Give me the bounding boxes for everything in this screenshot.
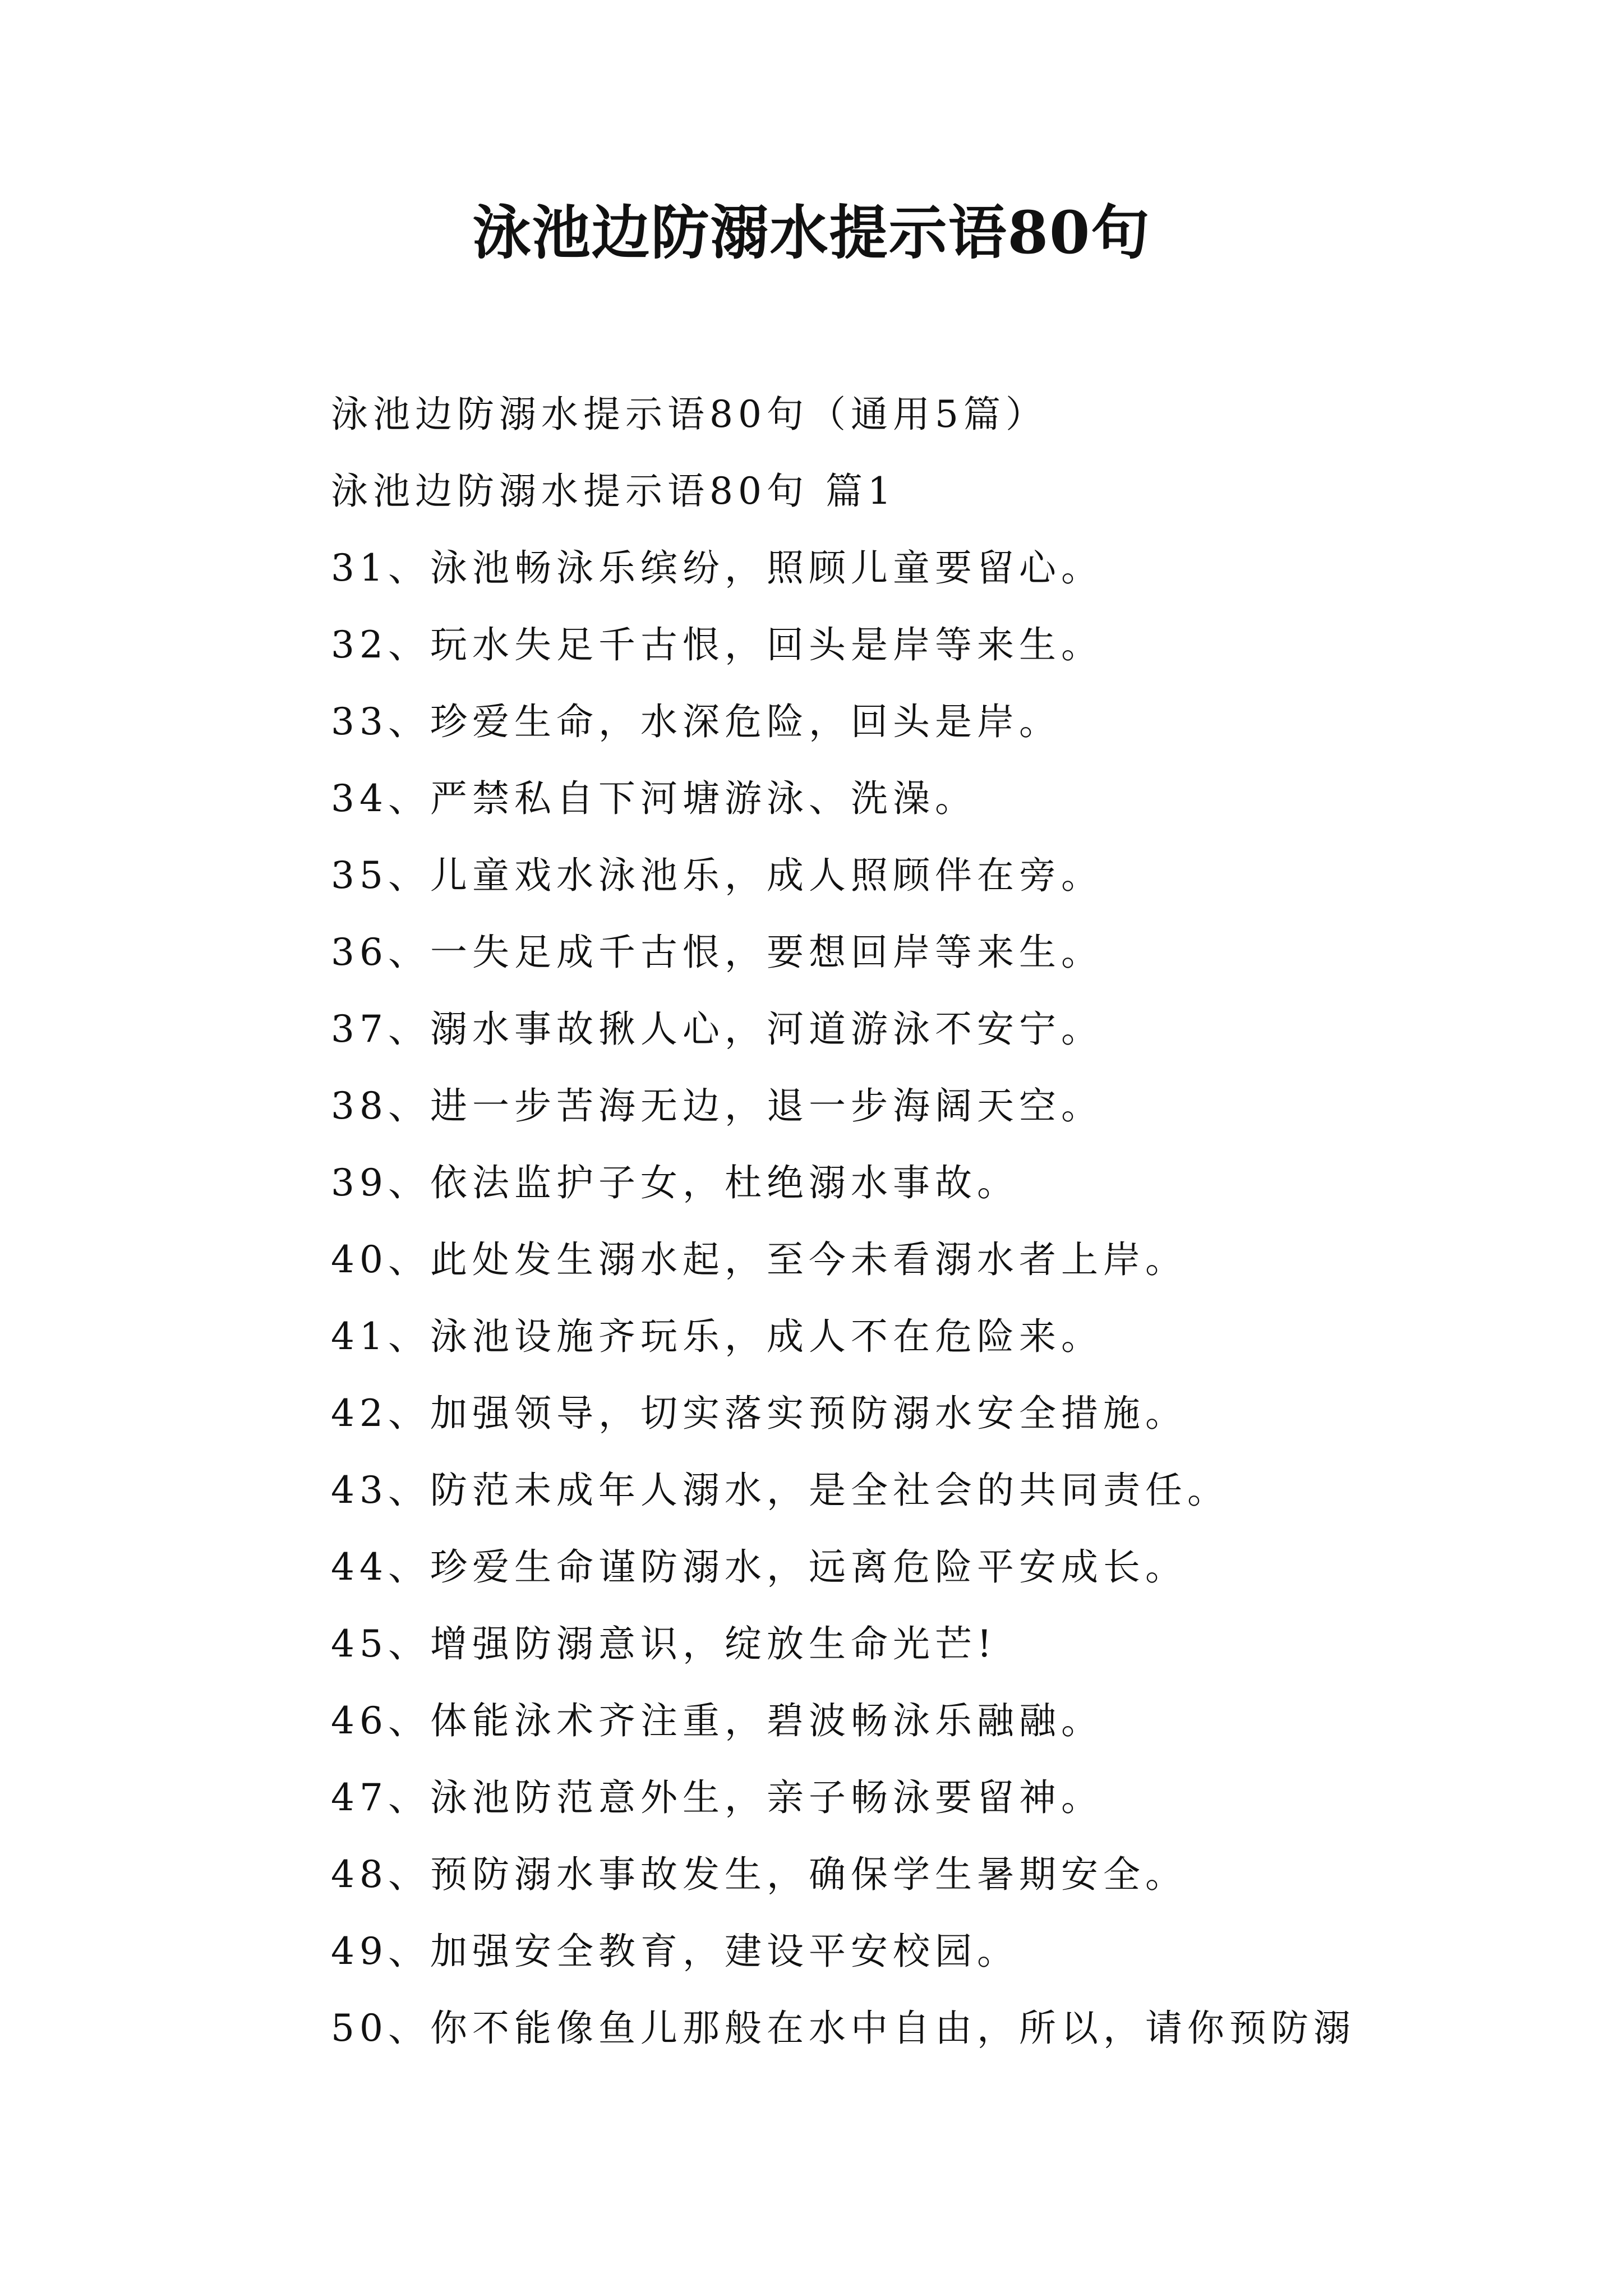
- slogan-line: 42、加强领导，切实落实预防溺水安全措施。: [331, 1392, 1187, 1435]
- slogan-line: 33、珍爱生命，水深危险，回头是岸。: [331, 700, 1061, 743]
- slogan-line: 32、玩水失足千古恨，回头是岸等来生。: [331, 623, 1103, 666]
- document-body: [331, 376, 1453, 2067]
- slogan-line: 39、依法监护子女，杜绝溺水事故。: [331, 1161, 1019, 1204]
- slogan-line: 40、此处发生溺水起，至今未看溺水者上岸。: [331, 1238, 1187, 1281]
- slogan-line: 38、进一步苦海无边，退一步海阔天空。: [331, 1084, 1103, 1128]
- section-heading: 泳池边防溺水提示语80句 篇1: [331, 470, 896, 513]
- slogan-line: 47、泳池防范意外生，亲子畅泳要留神。: [331, 1776, 1103, 1819]
- slogan-line: 44、珍爱生命谨防溺水，远离危险平安成长。: [331, 1545, 1187, 1589]
- slogan-line: 43、防范未成年人溺水，是全社会的共同责任。: [331, 1469, 1229, 1512]
- slogan-line: 50、你不能像鱼儿那般在水中自由，所以，请你预防溺: [331, 2007, 1355, 2050]
- slogan-line: 49、加强安全教育，建设平安校园。: [331, 1930, 1019, 1973]
- slogan-line: 36、一失足成千古恨，要想回岸等来生。: [331, 931, 1103, 974]
- slogan-line: 48、预防溺水事故发生，确保学生暑期安全。: [331, 1853, 1187, 1896]
- slogan-line: 35、儿童戏水泳池乐，成人照顾伴在旁。: [331, 854, 1103, 897]
- slogan-line: 31、泳池畅泳乐缤纷，照顾儿童要留心。: [331, 546, 1103, 590]
- document-title: 泳池边防溺水提示语80句: [472, 198, 1151, 267]
- slogan-line: 45、增强防溺意识，绽放生命光芒!: [331, 1622, 997, 1665]
- slogan-line: 34、严禁私自下河塘游泳、洗澡。: [331, 777, 977, 820]
- slogan-line: 37、溺水事故揪人心，河道游泳不安宁。: [331, 1007, 1103, 1051]
- slogan-line: 46、体能泳术齐注重，碧波畅泳乐融融。: [331, 1699, 1103, 1742]
- slogan-line: 41、泳池设施齐玩乐，成人不在危险来。: [331, 1315, 1103, 1358]
- document-subtitle: 泳池边防溺水提示语80句（通用5篇）: [331, 393, 1048, 436]
